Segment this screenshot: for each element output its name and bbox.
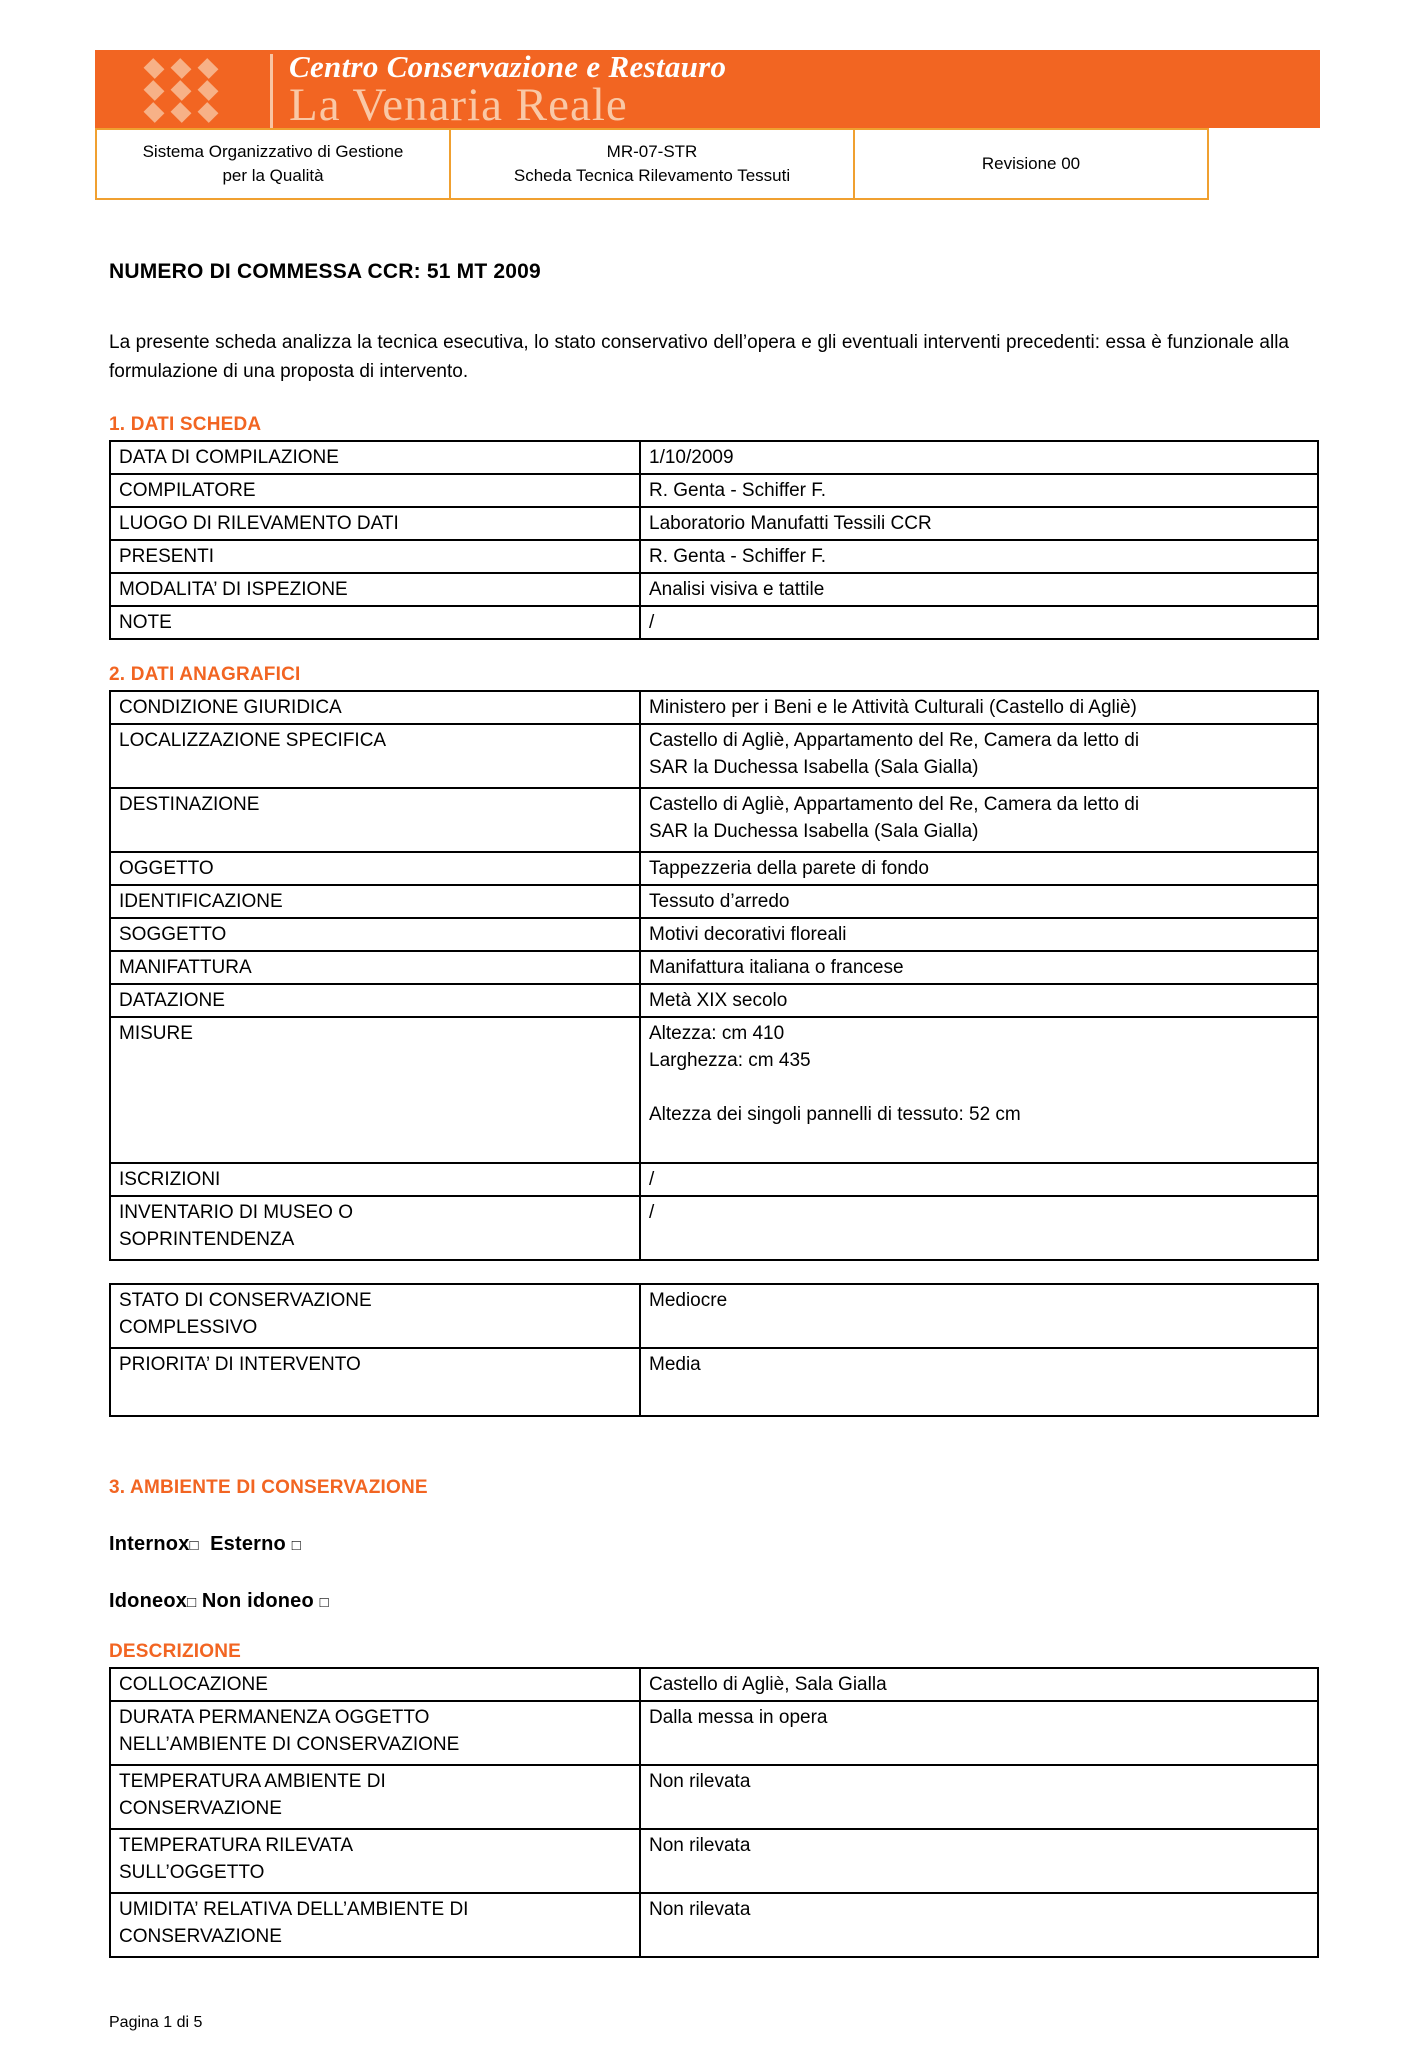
row-value: Motivi decorativi floreali bbox=[640, 918, 1318, 951]
table-row bbox=[110, 441, 1318, 474]
row-key-line1: STATO DI CONSERVAZIONE bbox=[119, 1290, 372, 1311]
row-value: Non rilevata bbox=[640, 1829, 1318, 1893]
row-value: Tappezzeria della parete di fondo bbox=[640, 852, 1318, 885]
table-stato-conservazione bbox=[109, 1283, 1319, 1417]
row-key: COMPILATORE bbox=[110, 474, 640, 507]
row-value bbox=[640, 788, 1318, 852]
document-header-table bbox=[95, 128, 1209, 200]
idoneo-checkbox[interactable]: □ bbox=[187, 1594, 197, 1611]
esterno-checkbox[interactable]: □ bbox=[291, 1537, 301, 1554]
row-key: PRIORITA’ DI INTERVENTO bbox=[110, 1348, 640, 1416]
row-key-line1: DURATA PERMANENZA OGGETTO bbox=[119, 1707, 430, 1728]
table-row bbox=[110, 474, 1318, 507]
page-title: NUMERO DI COMMESSA CCR: 51 MT 2009 bbox=[109, 260, 541, 283]
diamond-icon bbox=[198, 58, 219, 79]
table-row bbox=[110, 788, 1318, 852]
row-key-line2: CONSERVAZIONE bbox=[119, 1798, 282, 1819]
row-key: CONDIZIONE GIURIDICA bbox=[110, 691, 640, 724]
table-dati-scheda bbox=[109, 440, 1319, 640]
interno-mark: x bbox=[178, 1533, 190, 1555]
misure-larghezza: Larghezza: cm 435 bbox=[649, 1050, 811, 1071]
esterno-label: Esterno bbox=[210, 1533, 286, 1555]
row-key: DESTINAZIONE bbox=[110, 788, 640, 852]
table-row bbox=[110, 1284, 1318, 1348]
table-descrizione bbox=[109, 1667, 1319, 1958]
table-row bbox=[110, 507, 1318, 540]
row-key: PRESENTI bbox=[110, 540, 640, 573]
row-value: / bbox=[640, 1196, 1318, 1260]
logo bbox=[95, 50, 270, 128]
row-key bbox=[110, 1765, 640, 1829]
row-value: Non rilevata bbox=[640, 1765, 1318, 1829]
non-idoneo-label: Non idoneo bbox=[201, 1590, 314, 1612]
row-value-line1: Castello di Agliè, Appartamento del Re, Camera da letto di bbox=[649, 730, 1140, 751]
row-key-line1: TEMPERATURA AMBIENTE DI bbox=[119, 1771, 386, 1792]
interno-checkbox[interactable]: □ bbox=[189, 1537, 199, 1554]
non-idoneo-checkbox[interactable]: □ bbox=[319, 1594, 329, 1611]
row-key-line2: NELL’AMBIENTE DI CONSERVAZIONE bbox=[119, 1734, 460, 1755]
row-key: COLLOCAZIONE bbox=[110, 1668, 640, 1701]
table-dati-anagrafici bbox=[109, 690, 1319, 1261]
table-row bbox=[110, 852, 1318, 885]
row-key bbox=[110, 1284, 640, 1348]
row-key: DATAZIONE bbox=[110, 984, 640, 1017]
header-cell-revision bbox=[854, 129, 1208, 199]
row-value: Media bbox=[640, 1348, 1318, 1416]
organization-subtitle: La Venaria Reale bbox=[289, 79, 628, 128]
row-value: Tessuto d’arredo bbox=[640, 885, 1318, 918]
table-row bbox=[110, 1196, 1318, 1260]
checkbox-line-idoneo bbox=[109, 1590, 1320, 1613]
diamond-icon bbox=[171, 58, 192, 79]
row-key-line2: SULL’OGGETTO bbox=[119, 1862, 265, 1883]
table-row bbox=[110, 1893, 1318, 1957]
header-cell-form-code bbox=[450, 129, 854, 199]
row-key: DATA DI COMPILAZIONE bbox=[110, 441, 640, 474]
intro-paragraph: La presente scheda analizza la tecnica esecutiva, lo stato conservativo dell’opera e gli eventuali interventi precedenti: essa è funzionale alla formulazione di una proposta di intervento. bbox=[109, 332, 1289, 382]
row-key: NOTE bbox=[110, 606, 640, 639]
row-value: Mediocre bbox=[640, 1284, 1318, 1348]
row-value: Laboratorio Manufatti Tessili CCR bbox=[640, 507, 1318, 540]
row-key-line2: SOPRINTENDENZA bbox=[119, 1229, 295, 1250]
row-key: MANIFATTURA bbox=[110, 951, 640, 984]
table-row bbox=[110, 1765, 1318, 1829]
row-value: R. Genta - Schiffer F. bbox=[640, 474, 1318, 507]
section-heading-ambiente: 3. AMBIENTE DI CONSERVAZIONE bbox=[109, 1477, 428, 1498]
diamond-grid-logo-icon bbox=[143, 59, 221, 123]
row-value: 1/10/2009 bbox=[640, 441, 1318, 474]
table-row bbox=[110, 606, 1318, 639]
row-key: LUOGO DI RILEVAMENTO DATI bbox=[110, 507, 640, 540]
row-value: Dalla messa in opera bbox=[640, 1701, 1318, 1765]
table-row bbox=[110, 1668, 1318, 1701]
row-key: ISCRIZIONI bbox=[110, 1163, 640, 1196]
misure-altezza: Altezza: cm 410 bbox=[649, 1023, 785, 1044]
row-value: Metà XIX secolo bbox=[640, 984, 1318, 1017]
idoneo-label: Idoneo bbox=[109, 1590, 176, 1612]
row-value bbox=[640, 724, 1318, 788]
table-row bbox=[110, 1163, 1318, 1196]
table-row bbox=[110, 918, 1318, 951]
row-key bbox=[110, 1701, 640, 1765]
table-row bbox=[110, 540, 1318, 573]
page-footer: Pagina 1 di 5 bbox=[109, 2014, 203, 2031]
quality-system-line1: Sistema Organizzativo di Gestione bbox=[142, 142, 404, 161]
blank-line bbox=[649, 1074, 1309, 1101]
row-value: / bbox=[640, 606, 1318, 639]
table-row bbox=[110, 724, 1318, 788]
table-row bbox=[110, 1348, 1318, 1416]
quality-system-line2: per la Qualità bbox=[222, 166, 324, 185]
section-heading-dati-scheda: 1. DATI SCHEDA bbox=[109, 414, 262, 435]
table-row bbox=[110, 691, 1318, 724]
row-key bbox=[110, 1196, 640, 1260]
row-value: Castello di Agliè, Sala Gialla bbox=[640, 1668, 1318, 1701]
table-row bbox=[110, 1701, 1318, 1765]
row-value-line1: Castello di Agliè, Appartamento del Re, Camera da letto di bbox=[649, 794, 1140, 815]
idoneo-mark: x bbox=[175, 1590, 188, 1612]
row-value: R. Genta - Schiffer F. bbox=[640, 540, 1318, 573]
row-key bbox=[110, 1893, 640, 1957]
row-key: MODALITA’ DI ISPEZIONE bbox=[110, 573, 640, 606]
diamond-icon bbox=[144, 102, 165, 123]
row-key-line1: INVENTARIO DI MUSEO O bbox=[119, 1202, 354, 1223]
row-key-line1: TEMPERATURA RILEVATA bbox=[119, 1835, 354, 1856]
table-row bbox=[110, 984, 1318, 1017]
letterhead-banner bbox=[95, 50, 1320, 128]
table-spacer bbox=[95, 1261, 1320, 1283]
row-key: MISURE bbox=[110, 1017, 640, 1163]
diamond-icon bbox=[144, 80, 165, 101]
table-row bbox=[110, 1017, 1318, 1163]
row-key: SOGGETTO bbox=[110, 918, 640, 951]
row-key: IDENTIFICAZIONE bbox=[110, 885, 640, 918]
row-value-line2: SAR la Duchessa Isabella (Sala Gialla) bbox=[649, 821, 979, 842]
diamond-icon bbox=[171, 102, 192, 123]
row-key: LOCALIZZAZIONE SPECIFICA bbox=[110, 724, 640, 788]
diamond-icon bbox=[198, 102, 219, 123]
row-key-line2: CONSERVAZIONE bbox=[119, 1926, 282, 1947]
section-heading-descrizione: DESCRIZIONE bbox=[109, 1641, 242, 1662]
letterhead-text bbox=[273, 50, 1320, 128]
revision-label: Revisione 00 bbox=[981, 154, 1081, 173]
row-value: Ministero per i Beni e le Attività Culturali (Castello di Agliè) bbox=[640, 691, 1318, 724]
misure-pannelli: Altezza dei singoli pannelli di tessuto: 52 cm bbox=[649, 1104, 1021, 1125]
header-row bbox=[96, 129, 1208, 199]
diamond-icon bbox=[144, 58, 165, 79]
header-cell-quality-system bbox=[96, 129, 450, 199]
row-value: / bbox=[640, 1163, 1318, 1196]
form-code: MR-07-STR bbox=[606, 142, 698, 161]
row-key-line2: COMPLESSIVO bbox=[119, 1317, 258, 1338]
row-value: Manifattura italiana o francese bbox=[640, 951, 1318, 984]
row-key-line1: UMIDITA’ RELATIVA DELL’AMBIENTE DI bbox=[119, 1899, 469, 1920]
form-title: Scheda Tecnica Rilevamento Tessuti bbox=[513, 166, 791, 185]
table-row bbox=[110, 573, 1318, 606]
section-heading-dati-anagrafici: 2. DATI ANAGRAFICI bbox=[109, 664, 301, 685]
checkbox-line-interno-esterno bbox=[109, 1533, 1320, 1556]
organization-name: Centro Conservazione e Restauro bbox=[289, 50, 727, 84]
row-key bbox=[110, 1829, 640, 1893]
row-value: Non rilevata bbox=[640, 1893, 1318, 1957]
row-value-line2: SAR la Duchessa Isabella (Sala Gialla) bbox=[649, 757, 979, 778]
diamond-icon bbox=[171, 80, 192, 101]
row-value: Analisi visiva e tattile bbox=[640, 573, 1318, 606]
interno-label: Interno bbox=[109, 1533, 179, 1555]
row-value bbox=[640, 1017, 1318, 1163]
table-row bbox=[110, 951, 1318, 984]
diamond-icon bbox=[198, 80, 219, 101]
row-key: OGGETTO bbox=[110, 852, 640, 885]
table-row bbox=[110, 885, 1318, 918]
table-row bbox=[110, 1829, 1318, 1893]
